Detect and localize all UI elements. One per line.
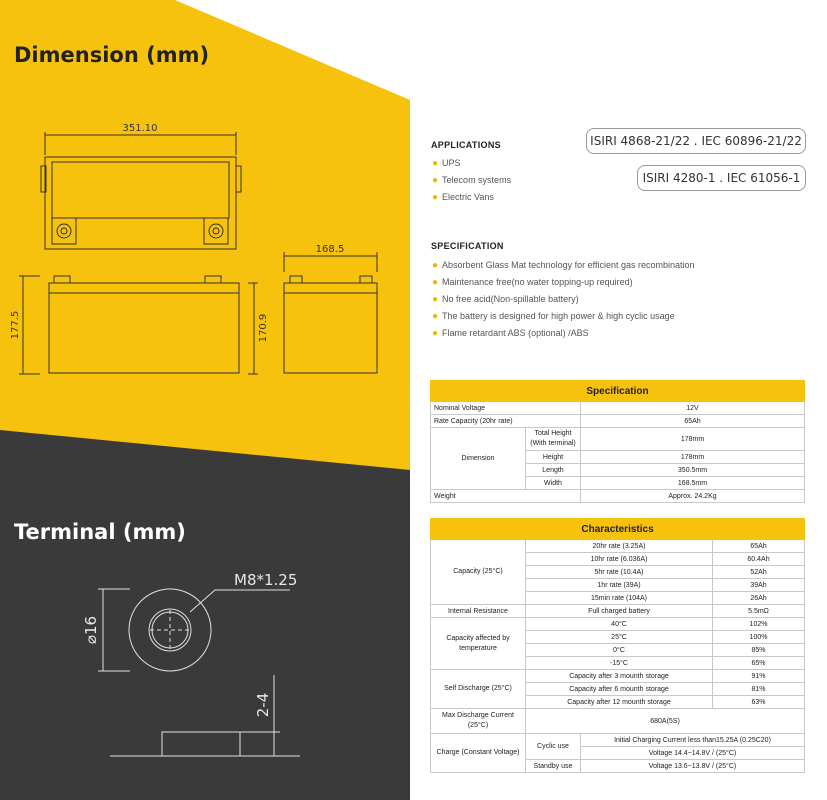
table-header: Characteristics bbox=[431, 519, 805, 540]
table-row: Length 350.5mm bbox=[431, 464, 805, 477]
length-label: 351.10 bbox=[122, 123, 158, 134]
bullet-icon: ● bbox=[432, 158, 439, 169]
specification-title: SPECIFICATION bbox=[431, 241, 504, 251]
table-row: Charge (Constant Voltage) Cyclic use Initial Charging Current less than15.25A (0.25C20) bbox=[431, 734, 805, 747]
bullet-icon: ● bbox=[432, 277, 439, 288]
table-row: Standby use Voltage 13.6~13.8V / (25°C) bbox=[431, 760, 805, 773]
table-row: Capacity after 6 mounth storage 81% bbox=[431, 683, 805, 696]
dimension-drawing bbox=[0, 0, 410, 800]
table-row: 15min rate (104A) 26Ah bbox=[431, 592, 805, 605]
bullet-icon: ● bbox=[432, 294, 439, 305]
table-row: 5hr rate (10.4A) 52Ah bbox=[431, 566, 805, 579]
dimension-title: Dimension (mm) bbox=[14, 43, 210, 67]
table-row: Max Discharge Current (25°C) 680A(5S) bbox=[431, 709, 805, 734]
table-row: Dimension Total Height (With terminal) 178mm bbox=[431, 428, 805, 451]
table-row: Rate Capacity (20hr rate) 65Ah bbox=[431, 415, 805, 428]
bullet-icon: ● bbox=[432, 175, 439, 186]
terminal-title: Terminal (mm) bbox=[14, 520, 186, 544]
bullet-icon: ● bbox=[432, 260, 439, 271]
standard-badge-1: ISIRI 4868-21/22 . IEC 60896-21/22 bbox=[586, 128, 806, 154]
table-row: -15°C 65% bbox=[431, 657, 805, 670]
right-panel bbox=[410, 0, 827, 800]
table-row: Voltage 14.4~14.8V / (25°C) bbox=[431, 747, 805, 760]
table-row: Self Discharge (25°C) Capacity after 3 mounth storage 91% bbox=[431, 670, 805, 683]
characteristics-table bbox=[430, 518, 805, 773]
list-item: ● Maintenance free(no water topping-up required) bbox=[432, 277, 633, 288]
bullet-icon: ● bbox=[432, 328, 439, 339]
thread-label: M8*1.25 bbox=[234, 571, 298, 589]
list-item: ● No free acid(Non-spillable battery) bbox=[432, 294, 579, 305]
list-item: ● UPS bbox=[432, 158, 461, 169]
table-row: Internal Resistance Full charged battery 5.5mΩ bbox=[431, 605, 805, 618]
applications-list bbox=[432, 155, 511, 206]
left-panel bbox=[0, 0, 410, 800]
table-row: Capacity (25°C) 20hr rate (3.25A) 65Ah bbox=[431, 540, 805, 553]
table-row: Width 168.5mm bbox=[431, 477, 805, 490]
terminal-height-label: 2-4 bbox=[254, 692, 272, 718]
list-item: ● Telecom systems bbox=[432, 175, 512, 186]
bullet-icon: ● bbox=[432, 192, 439, 203]
table-row: Nominal Voltage 12V bbox=[431, 402, 805, 415]
specification-list bbox=[432, 257, 695, 342]
table-row: Height 178mm bbox=[431, 451, 805, 464]
applications-title: APPLICATIONS bbox=[431, 140, 501, 150]
height-label: 170.9 bbox=[258, 313, 269, 343]
table-row: 0°C 85% bbox=[431, 644, 805, 657]
standard-badge-2: ISIRI 4280-1 . IEC 61056-1 bbox=[637, 165, 806, 191]
table-row: 1hr rate (39A) 39Ah bbox=[431, 579, 805, 592]
diameter-label: ⌀16 bbox=[82, 615, 100, 645]
table-row: Capacity affected by temperature 40°C 102% bbox=[431, 618, 805, 631]
table-row: 25°C 100% bbox=[431, 631, 805, 644]
table-header: Specification bbox=[431, 381, 805, 402]
bullet-icon: ● bbox=[432, 311, 439, 322]
list-item: ● The battery is designed for high power & high cyclic usage bbox=[432, 311, 675, 322]
specification-table bbox=[430, 380, 805, 503]
list-item: ● Flame retardant ABS (optional) /ABS bbox=[432, 328, 589, 339]
total-height-label: 177.5 bbox=[10, 310, 21, 340]
table-row: Capacity after 12 mounth storage 63% bbox=[431, 696, 805, 709]
table-row: Weight Approx. 24.2Kg bbox=[431, 490, 805, 503]
table-row: 10hr rate (6.036A) 60.4Ah bbox=[431, 553, 805, 566]
list-item: ● Absorbent Glass Mat technology for efficient gas recombination bbox=[432, 260, 695, 271]
width-label: 168.5 bbox=[315, 244, 345, 255]
list-item: ● Electric Vans bbox=[432, 192, 494, 203]
